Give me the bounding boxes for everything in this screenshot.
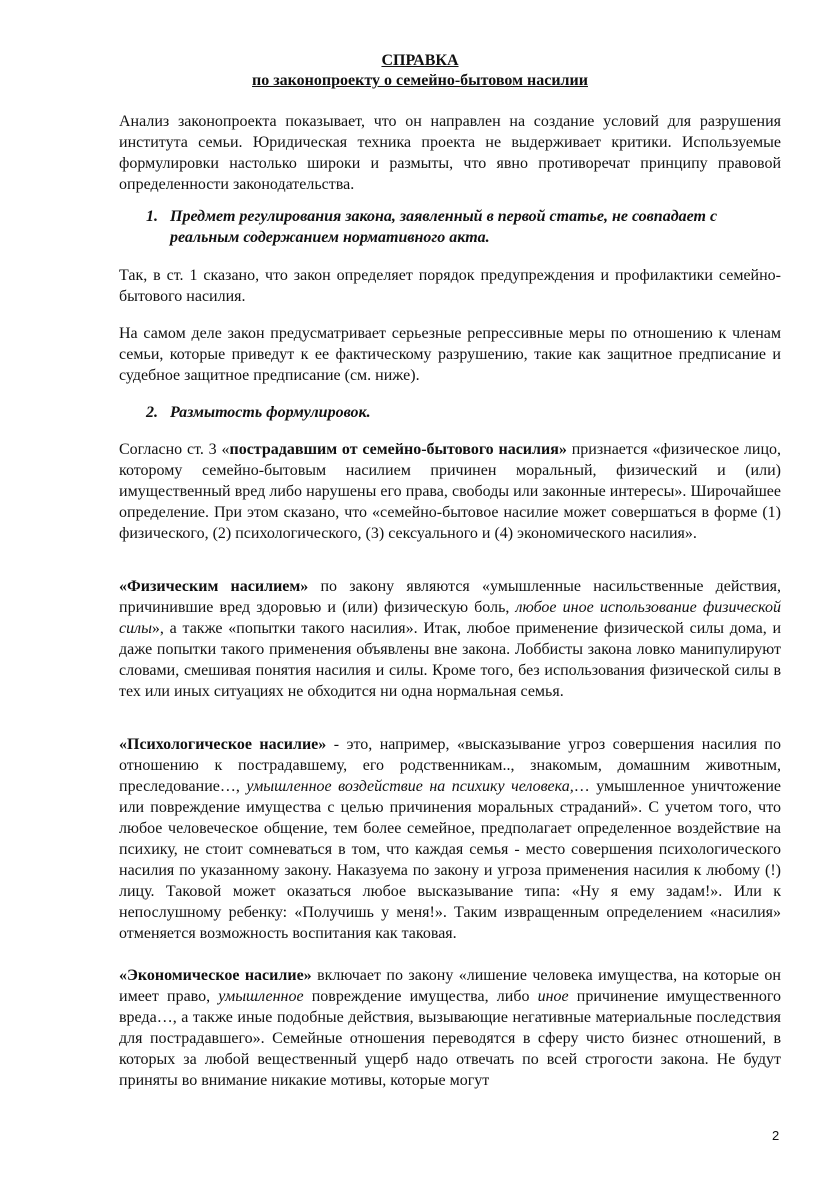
- paragraph-victim-definition: [119, 439, 781, 544]
- bold-term: «Психологическое насилие»: [119, 736, 327, 753]
- text-run: по закону являются «умышленные насильственные действия, причинившие вред здоровью и (или) физическую боль,: [119, 578, 782, 616]
- text-run: Согласно ст. 3 «: [119, 441, 230, 458]
- bold-term: «Физическим насилием»: [119, 578, 309, 595]
- document-subtitle: по законопроекту о семейно-бытовом насилии: [252, 72, 588, 89]
- bold-term: пострадавшим от семейно-бытового насилия»: [229, 441, 567, 458]
- page-number: 2: [772, 1128, 780, 1143]
- text-run: причинение имущественного вреда…, а также иные подобные действия, вызывающие негативные материальные последствия для пострадавшего». Семейные отношения переводятся в сферу чисто бизнес отношений, в которых за любой вещественный ущерб надо отвечать по всей строгости закона. Не будут приняты во внимание никакие мотивы, которые могут: [119, 988, 781, 1089]
- text-run: включает по закону «лишение человека имущества, на которые он имеет право,: [119, 967, 781, 1005]
- text-run: », а также «попытки такого насилия». Итак, любое применение физической силы дома, и даже попытки такого применения объявлены вне закона. Лоббисты закона ловко манипулируют словами, смешивая понятия насилия и силы. Кроме того, без использования физической силы в тех или иных ситуациях не обходится ни одна нормальная семья.: [119, 620, 781, 700]
- italic-phrase: иное: [537, 988, 569, 1005]
- paragraph-article-1: Так, в ст. 1 сказано, что закон определяет порядок предупреждения и профилактики семейно-бытового насилия.: [119, 267, 781, 305]
- bold-term: «Экономическое насилие»: [119, 967, 312, 984]
- italic-phrase: умышленное: [218, 988, 304, 1005]
- section-heading-2: [146, 402, 786, 423]
- intro-paragraph: Анализ законопроекта показывает, что он направлен на создание условий для разрушения института семьи. Юридическая техника проекта не выдерживает критики. Используемые формулировки настолько широки и размыты, что явно противоречат принципу правовой определенности законодательства.: [119, 113, 781, 193]
- paragraph-psychological-violence: [119, 734, 781, 944]
- section-heading-line: Предмет регулирования закона, заявленный в первой статье, не совпадает с: [170, 208, 718, 225]
- paragraph-repressive-measures: На самом деле закон предусматривает серьезные репрессивные меры по отношению к членам семьи, которые приведут к ее фактическому разрушению, такие как защитное предписание и судебное защитное предписание (см. ниже).: [119, 325, 781, 384]
- text-run: … умышленное уничтожение или повреждение имущества с целью причинения моральных страданий». С учетом того, что любое человеческое общение, тем более семейное, предполагает определенное воздействие на психику, не стоит сомневаться в том, что каждая семья - место совершения психологического насилия по указанному закону. Наказуема по закону и угроза применения насилия к любому (!) лицу. Таковой может оказаться любое высказывание типа: «Ну я ему задам!». Или к непослушному ребенку: «Получишь у меня!». Таким извращенным определением «насилия» отменяется возможность воспитания как таковая.: [119, 778, 782, 942]
- section-number: 2.: [146, 404, 158, 421]
- document-title: СПРАВКА: [381, 52, 459, 69]
- italic-phrase: любое иное использование физической силы: [119, 599, 781, 637]
- text-run: повреждение имущества, либо: [303, 988, 538, 1005]
- italic-phrase: умышленное воздействие на психику человека,: [246, 778, 574, 795]
- text-run: признается «физическое лицо, которому семейно-бытовым насилием причинен моральный, физический и (или) имущественный вред либо нарушены его права, свободы или законные интересы». Широчайшее определение. При этом сказано, что «семейно-бытовое насилие может совершаться в форме (1) физического, (2) психологического, (3) сексуального и (4) экономического насилия».: [119, 441, 782, 542]
- section-number: 1.: [146, 208, 158, 225]
- text-run: - это, например, «высказывание угроз совершения насилия по отношению к пострадавшему, его родственникам.., знакомым, домашним животным, преследование…,: [119, 736, 781, 795]
- paragraph-economic-violence: [119, 965, 781, 1091]
- section-heading-1: [146, 206, 786, 248]
- paragraph-physical-violence: [119, 576, 781, 702]
- section-heading-line: Размытость формулировок.: [170, 404, 371, 421]
- section-heading-line: реальным содержанием нормативного акта.: [170, 229, 490, 246]
